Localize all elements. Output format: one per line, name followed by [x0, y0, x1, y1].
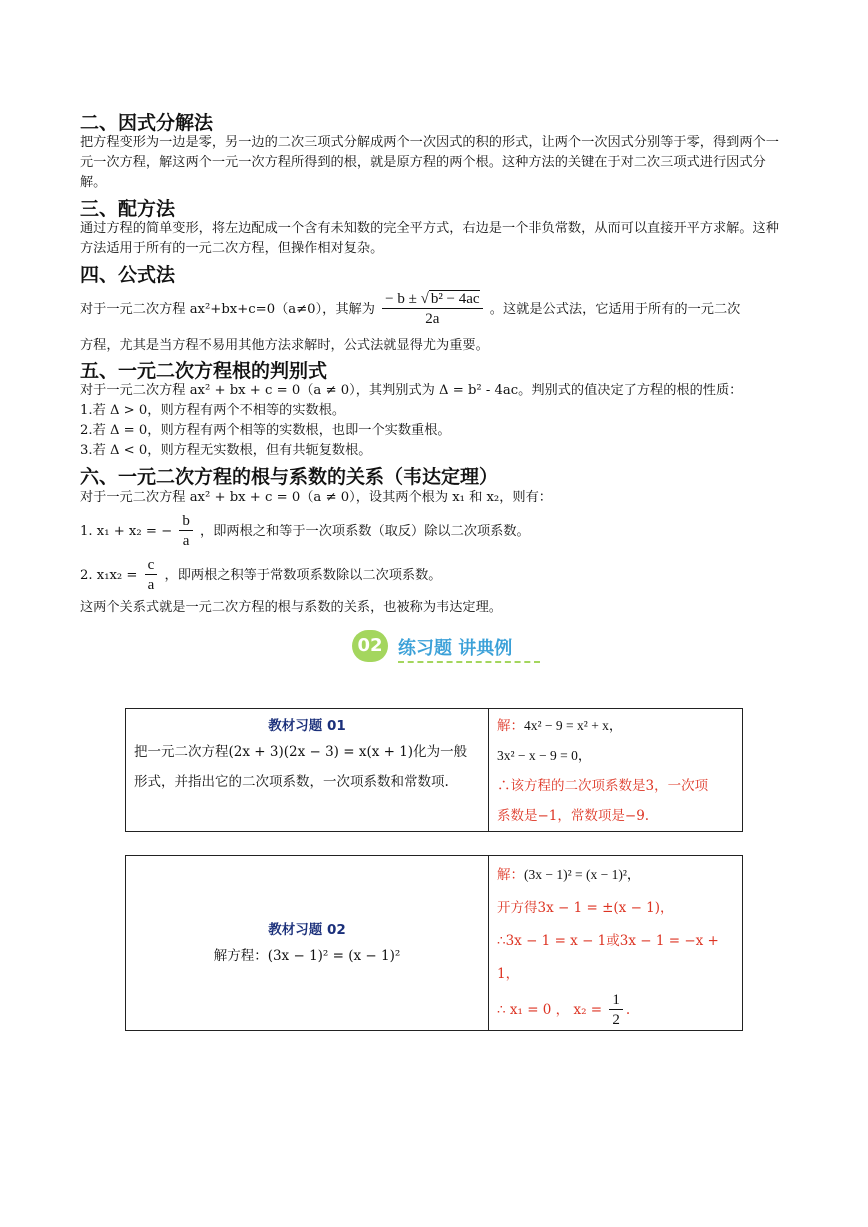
formula-post: 。这就是公式法，它适用于所有的一元二次 — [489, 302, 741, 317]
exercise-02-question — [126, 856, 489, 1031]
exercise-01-answer-label: 解： — [497, 718, 524, 734]
vieta-product-row — [80, 556, 792, 596]
section-3-body: 通过方程的简单变形，将左边配成一个含有未知数的完全平方式，右边是一个非负常数，从而可以直接开平方求解。这种方法适用于所有的一元二次方程，但操作相对复杂。 — [80, 221, 779, 256]
quadratic-formula: $\frac{\text{− b ± √ b² − 4ac}}{2a}$ — [382, 290, 482, 329]
exercise-01-answer — [489, 709, 743, 832]
practice-badge — [352, 630, 542, 666]
section-3-title: 三、配方法 — [80, 198, 176, 220]
section-5-line1: 对于一元二次方程 ax² + bx + c = 0（a ≠ 0），其判别式为 Δ = b² - 4ac。判别式的值决定了方程的根的性质： — [80, 383, 743, 398]
discriminant-item: 2.若 Δ = 0，则方程有两个相等的实数根，也即一个实数重根。 — [80, 423, 451, 438]
section-5-title: 五、一元二次方程根的判别式 — [80, 360, 328, 382]
section-4-line2: 方程，尤其是当方程不易用其他方法求解时，公式法就显得尤为重要。 — [80, 338, 489, 353]
discriminant-item: 1.若 Δ > 0，则方程有两个不相等的实数根。 — [80, 403, 346, 418]
discriminant-item: 3.若 Δ < 0，则方程无实数根，但有共轭复数根。 — [80, 443, 372, 458]
exercise-02-table — [125, 855, 743, 1031]
exercise-01-title: 教材习题 01 — [268, 718, 346, 734]
section-6-last: 这两个关系式就是一元二次方程的根与系数的关系，也被称为韦达定理。 — [80, 600, 502, 615]
exercise-02-a4-pre: ∴ x₁ = 0 ， x₂ = — [497, 1002, 603, 1018]
exercise-01-table — [125, 708, 743, 832]
formula-num-root: b² − 4ac — [430, 291, 480, 307]
exercise-02-answer-label: 解： — [497, 867, 524, 883]
exercise-01-q2: 形式，并指出它的二次项系数，一次项系数和常数项. — [134, 774, 449, 790]
vieta-sum-post: ，即两根之和等于一次项系数（取反）除以二次项系数。 — [200, 524, 530, 539]
section-6-line1: 对于一元二次方程 ax² + bx + c = 0（a ≠ 0），设其两个根为 x₁ 和 x₂，则有： — [80, 490, 552, 505]
exercise-02-a4-den: 2 — [612, 1012, 620, 1028]
vieta-sum-row — [80, 512, 792, 552]
exercise-02-title: 教材习题 02 — [268, 922, 346, 938]
vieta-sum-num: b — [179, 512, 193, 531]
exercise-01-a3: ∴该方程的二次项系数是3，一次项 — [497, 778, 709, 794]
exercise-02-q: 解方程：(3x − 1)² = (x − 1)² — [213, 948, 401, 964]
exercise-02-a4 — [497, 991, 734, 1030]
section-4-title: 四、公式法 — [80, 264, 176, 286]
badge-text: 练习题 讲典例 — [398, 638, 513, 659]
exercise-01-question — [126, 709, 489, 832]
vieta-sum-pre: 1. x₁ + x₂ = − — [80, 524, 173, 539]
vieta-product-num: c — [145, 556, 158, 575]
exercise-01-a1: 4x² − 9 = x² + x， — [524, 718, 623, 733]
formula-den: 2a — [425, 311, 440, 327]
section-2-body: 把方程变形为一边是零，另一边的二次三项式分解成两个一次因式的积的形式，让两个一次因式分别等于零，得到两个一元一次方程，解这两个一元一次方程所得到的根，就是原方程的两个根。这种方法的关键在于对二次三项式进行因式分解。 — [80, 135, 779, 190]
badge-underline — [398, 661, 540, 663]
exercise-02-answer — [489, 856, 743, 1031]
vieta-product-den: a — [147, 577, 155, 593]
vieta-sum-den: a — [182, 533, 190, 549]
section-2-title: 二、因式分解法 — [80, 112, 214, 134]
exercise-02-a2: 开方得3x − 1 = ±(x − 1)， — [497, 900, 674, 916]
exercise-02-a4-post: . — [625, 1002, 631, 1018]
section-6-title: 六、一元二次方程的根与系数的关系（韦达定理） — [80, 466, 499, 488]
formula-line — [80, 288, 792, 332]
vieta-product-post: ，即两根之积等于常数项系数除以二次项系数。 — [164, 568, 442, 583]
exercise-01-q1: 把一元二次方程(2x + 3)(2x − 3) = x(x + 1)化为一般 — [134, 744, 468, 760]
exercise-02-a1: (3x − 1)² = (x − 1)²， — [524, 867, 641, 882]
exercise-01-a2: 3x² − x − 9 = 0， — [497, 748, 592, 763]
vieta-product-pre: 2. x₁x₂ = — [80, 568, 138, 583]
exercise-01-a4: 系数是−1，常数项是−9. — [497, 808, 650, 824]
exercise-02-a3: ∴3x − 1 = x − 1或3x − 1 = −x + 1， — [497, 933, 719, 982]
badge-number: 02 — [352, 630, 388, 662]
formula-num-left: − b ± — [385, 291, 417, 307]
exercise-02-a4-num: 1 — [609, 991, 623, 1010]
formula-pre: 对于一元二次方程 ax²+bx+c=0（a≠0），其解为 — [80, 302, 375, 317]
